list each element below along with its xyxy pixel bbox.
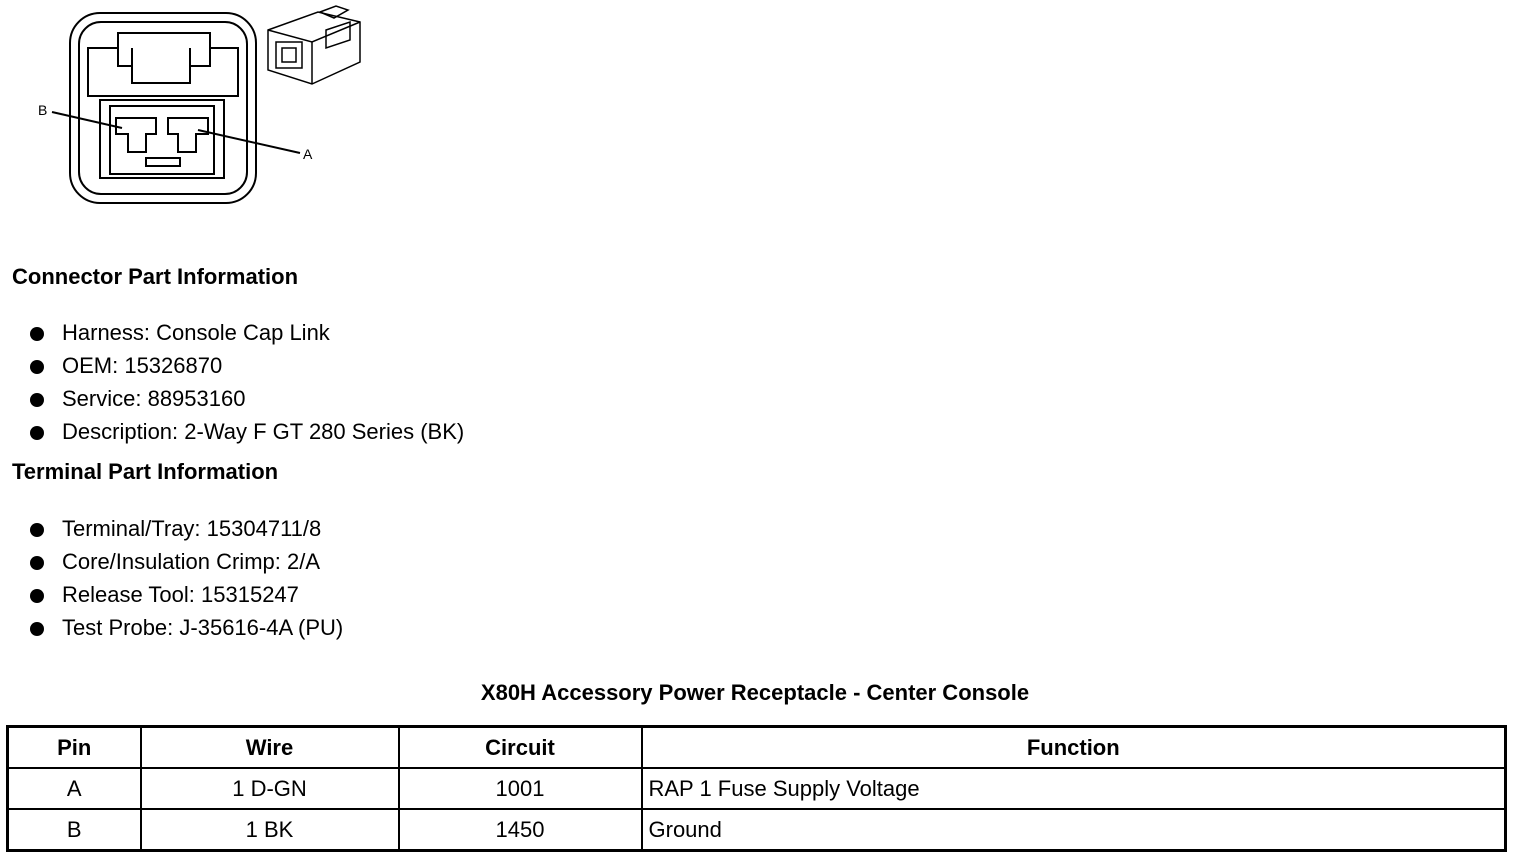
bullet-icon: [30, 393, 44, 407]
circuit-cell: 1450: [399, 809, 642, 851]
list-item-text: Service: 88953160: [62, 386, 246, 411]
pinout-table: [6, 725, 1507, 852]
table-title: X80H Accessory Power Receptacle - Center Console: [480, 680, 1030, 705]
list-item: [28, 611, 343, 644]
list-item-text: OEM: 15326870: [62, 353, 223, 378]
pin-cell: B: [8, 809, 141, 851]
bullet-icon: [30, 523, 44, 537]
connector-diagram: [0, 0, 400, 230]
column-header-wire: Wire: [141, 727, 399, 769]
table-row: [8, 768, 1506, 809]
column-header-circuit: Circuit: [399, 727, 642, 769]
column-header-function: Function: [642, 727, 1506, 769]
list-item: [28, 382, 464, 415]
list-item: [28, 545, 343, 578]
connector-info-heading: Connector Part Information: [12, 264, 299, 289]
terminal-info-list: [28, 512, 343, 644]
bullet-icon: [30, 589, 44, 603]
bullet-icon: [30, 556, 44, 570]
bullet-icon: [30, 426, 44, 440]
list-item: [28, 512, 343, 545]
circuit-cell: 1001: [399, 768, 642, 809]
bullet-icon: [30, 622, 44, 636]
table-row: [8, 809, 1506, 851]
list-item-text: Description: 2-Way F GT 280 Series (BK): [62, 419, 465, 444]
list-item-text: Test Probe: J-35616-4A (PU): [62, 615, 344, 640]
column-header-pin: Pin: [8, 727, 141, 769]
list-item-text: Core/Insulation Crimp: 2/A: [62, 549, 320, 574]
function-cell: RAP 1 Fuse Supply Voltage: [642, 768, 1506, 809]
pin-label-a: A: [303, 146, 313, 162]
list-item: [28, 415, 464, 448]
list-item: [28, 578, 343, 611]
wire-cell: 1 BK: [141, 809, 399, 851]
bullet-icon: [30, 327, 44, 341]
list-item-text: Release Tool: 15315247: [62, 582, 299, 607]
bullet-icon: [30, 360, 44, 374]
table-header-row: [8, 727, 1506, 769]
terminal-info-heading: Terminal Part Information: [12, 459, 279, 484]
list-item-text: Harness: Console Cap Link: [62, 320, 330, 345]
pin-cell: A: [8, 768, 141, 809]
list-item: [28, 349, 464, 382]
connector-face-drawing: [0, 0, 400, 230]
pin-label-b: B: [38, 102, 48, 118]
list-item: [28, 316, 464, 349]
function-cell: Ground: [642, 809, 1506, 851]
connector-info-list: [28, 316, 464, 448]
list-item-text: Terminal/Tray: 15304711/8: [62, 516, 322, 541]
wire-cell: 1 D-GN: [141, 768, 399, 809]
